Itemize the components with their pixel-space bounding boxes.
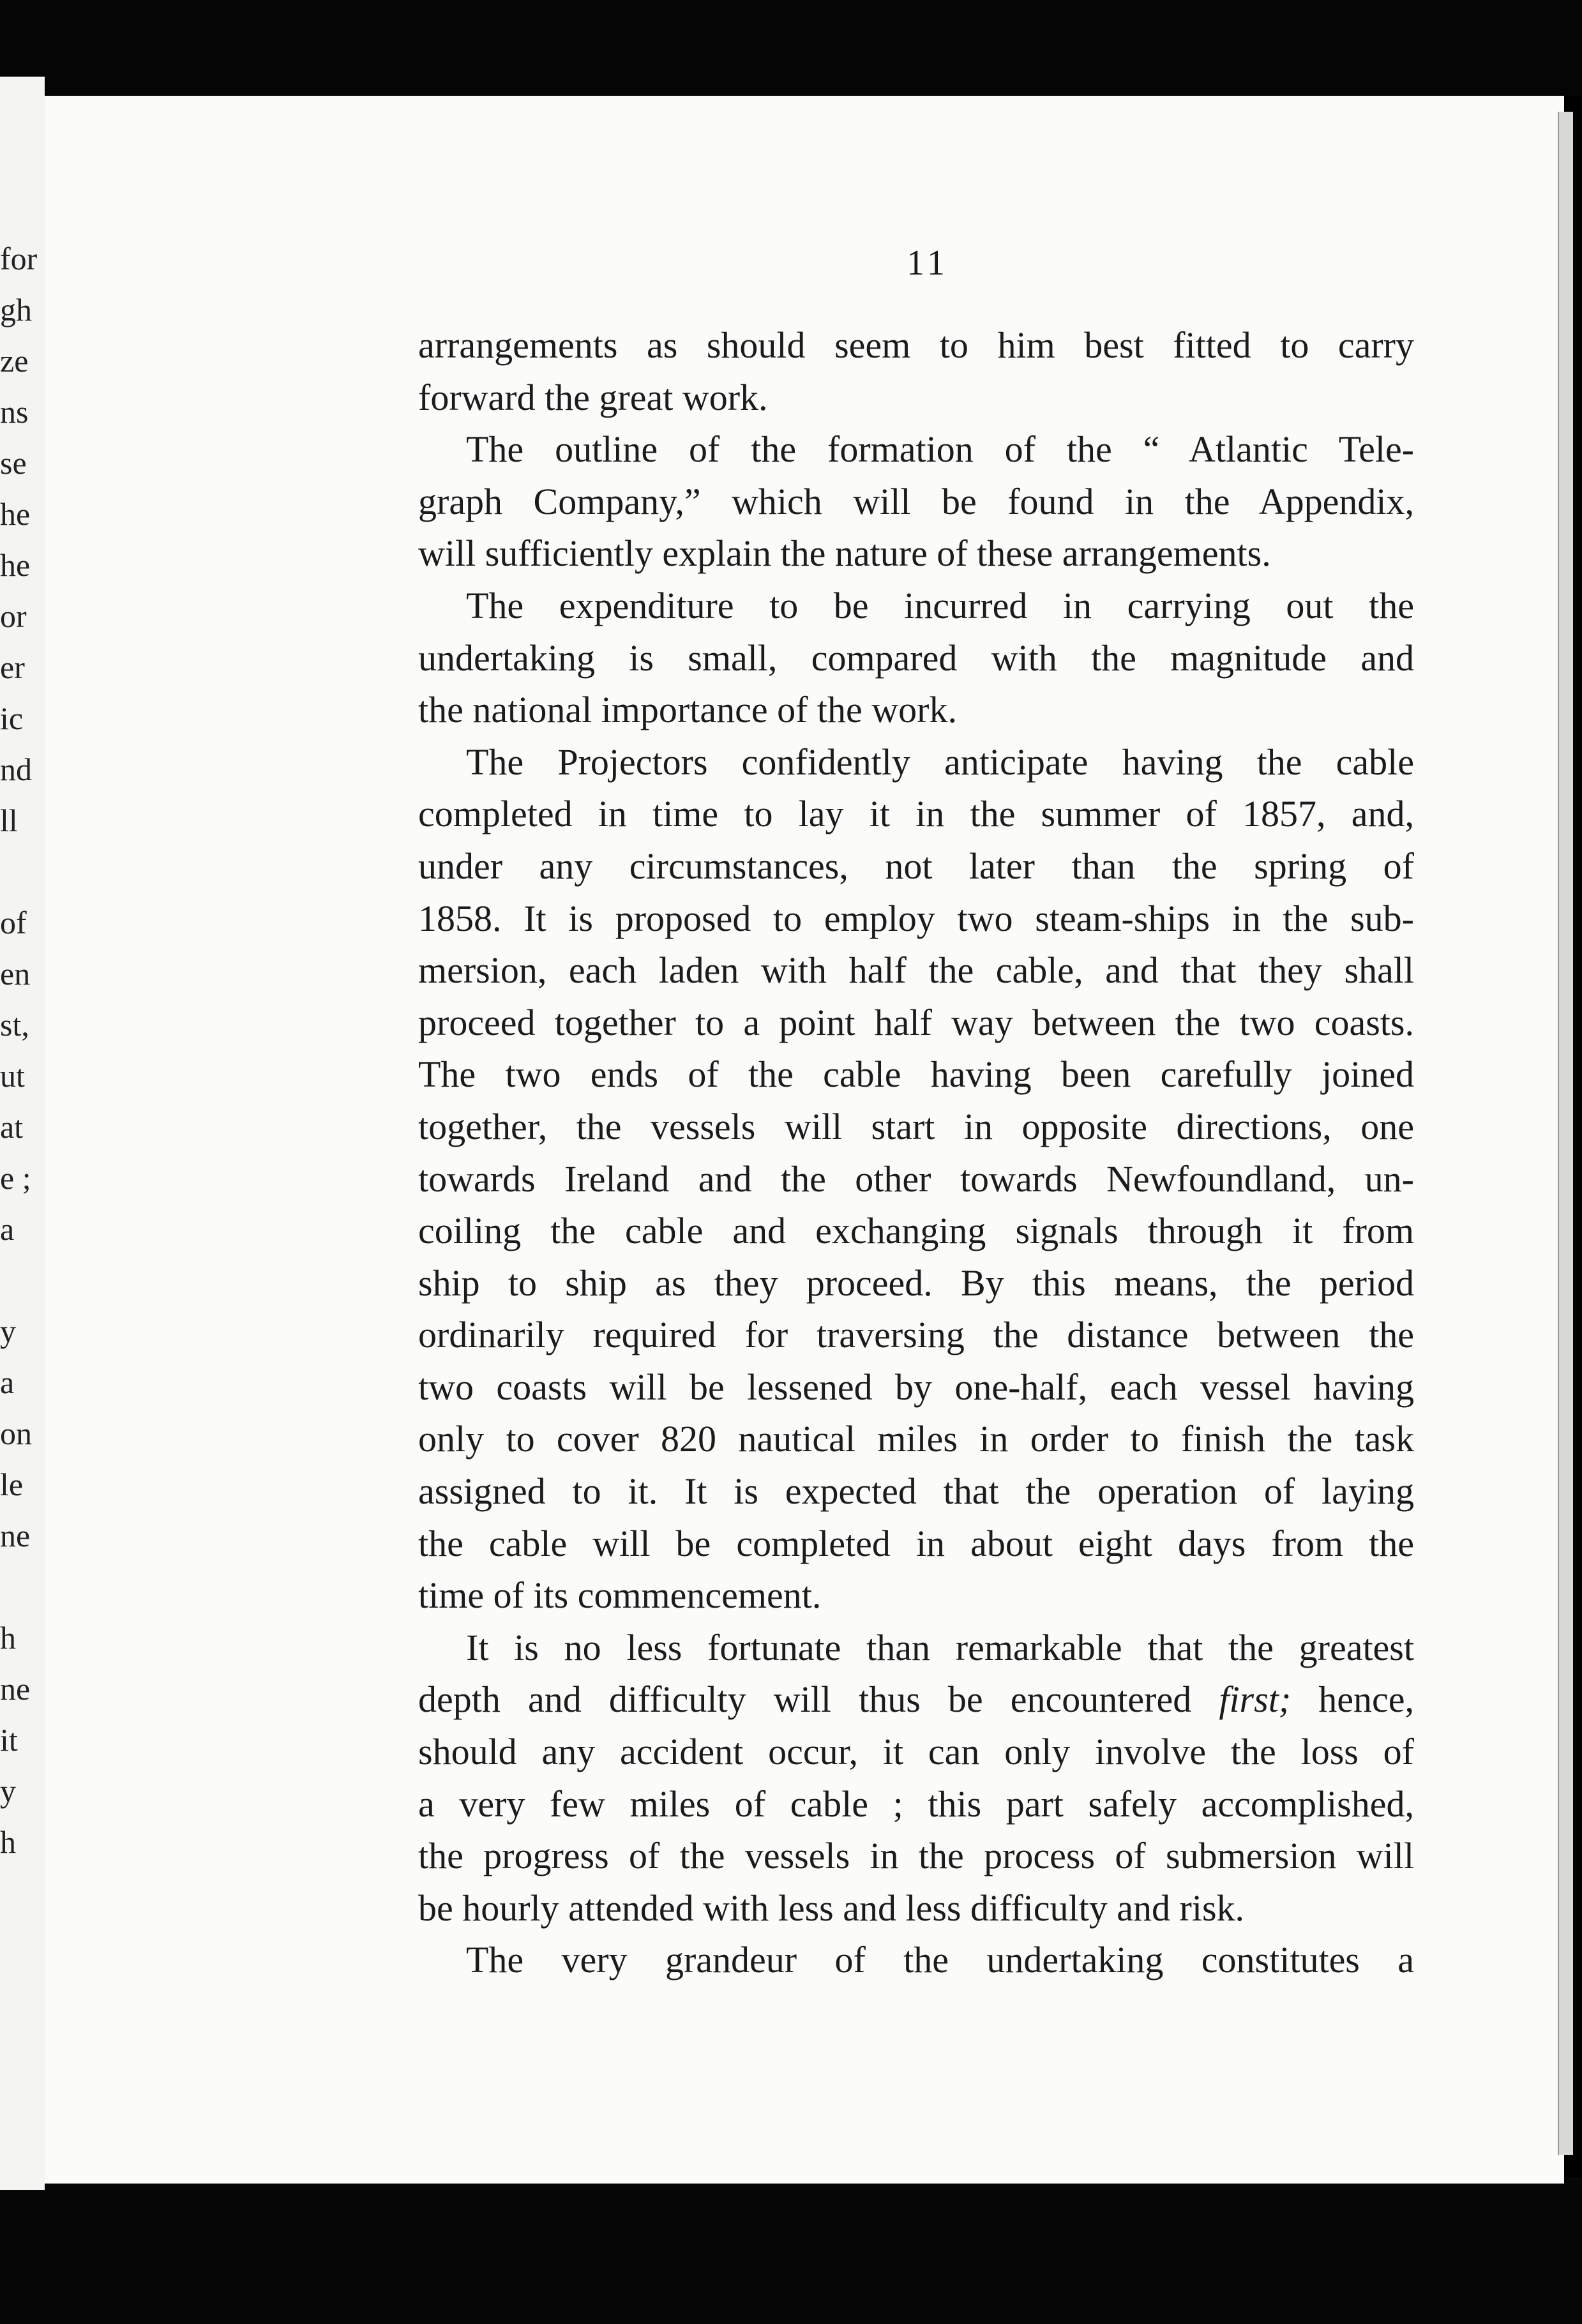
previous-page-fragment: he	[0, 547, 31, 583]
text-run: hence,	[1291, 1679, 1414, 1721]
text-line: together, the vessels will start in opposite directions, one	[418, 1105, 1414, 1147]
text-line: the national importance of the work.	[418, 689, 957, 731]
text-line: The two ends of the cable having been carefully joined	[418, 1053, 1414, 1096]
previous-page-fragment: it	[0, 1722, 18, 1758]
text-line: should any accident occur, it can only involve the loss of	[418, 1731, 1414, 1773]
text-line: will sufficiently explain the nature of these arrangements.	[418, 532, 1271, 575]
body-text	[418, 319, 1414, 1986]
previous-page-fragment: le	[0, 1467, 24, 1502]
text-line: The outline of the formation of the “ Atlantic Tele-	[466, 428, 1414, 471]
page-number: 11	[907, 243, 949, 283]
previous-page-fragment: y	[0, 1313, 16, 1349]
previous-page-fragment: h	[0, 1824, 16, 1860]
previous-page-fragment: for	[0, 241, 38, 276]
scan-background-bottom	[0, 2177, 1582, 2324]
previous-page-edge	[0, 77, 45, 2190]
text-line: two coasts will be lessened by one-half, each vessel having	[418, 1366, 1414, 1408]
previous-page-fragment: nd	[0, 751, 32, 787]
previous-page-fragment: er	[0, 649, 25, 685]
previous-page-fragment: he	[0, 496, 31, 532]
text-line: the cable will be completed in about eight days from the	[418, 1522, 1414, 1564]
text-line: arrangements as should seem to him best fitted to carry	[418, 324, 1414, 366]
text-line: ordinarily required for traversing the distance between the	[418, 1314, 1414, 1356]
previous-page-fragment: of	[0, 905, 27, 940]
previous-page-fragment: or	[0, 598, 27, 634]
previous-page-fragment: on	[0, 1415, 32, 1451]
previous-page-fragment: en	[0, 956, 31, 992]
previous-page-fragment: ll	[0, 803, 18, 838]
text-run: depth and difficulty will thus be encountered	[418, 1679, 1219, 1721]
previous-page-fragment: e ;	[0, 1160, 31, 1196]
text-line: The expenditure to be incurred in carrying out the	[466, 584, 1414, 626]
text-line: coiling the cable and exchanging signals through it from	[418, 1210, 1414, 1252]
previous-page-fragment: ne	[0, 1518, 31, 1553]
previous-page-fragment: y	[0, 1773, 16, 1809]
text-line: only to cover 820 nautical miles in order to finish the task	[418, 1418, 1414, 1460]
text-line: It is no less fortunate than remarkable that the greatest	[466, 1626, 1414, 1668]
previous-page-fragment: ic	[0, 700, 24, 736]
text-line: The Projectors confidently anticipate having the cable	[466, 741, 1414, 783]
text-line: forward the great work.	[418, 376, 768, 418]
text-line: mersion, each laden with half the cable, and that they shall	[418, 949, 1414, 992]
previous-page-fragment: ut	[0, 1058, 25, 1094]
text-line: 1858. It is proposed to employ two steam-ships in the sub-	[418, 897, 1414, 939]
text-line: graph Company,” which will be found in the Appendix,	[418, 480, 1414, 522]
page-edge-shadow	[1558, 112, 1573, 2155]
previous-page-fragment: ns	[0, 394, 29, 430]
previous-page-fragment: st,	[0, 1007, 29, 1043]
previous-page-fragment: a	[0, 1211, 15, 1247]
text-line	[418, 1673, 1414, 1726]
previous-page-fragment: se	[0, 445, 27, 481]
previous-page-fragment: h	[0, 1620, 16, 1656]
text-line: towards Ireland and the other towards Newfoundland, un-	[418, 1158, 1414, 1200]
scan-background-top	[0, 0, 1582, 96]
text-line: undertaking is small, compared with the magnitude and	[418, 637, 1414, 679]
text-line: the progress of the vessels in the process of submersion will	[418, 1835, 1414, 1877]
previous-page-fragment: ze	[0, 343, 29, 379]
text-line: under any circumstances, not later than the spring of	[418, 845, 1414, 887]
text-line: a very few miles of cable ; this part safely accomplished,	[418, 1783, 1414, 1825]
text-line: completed in time to lay it in the summer of 1857, and,	[418, 793, 1414, 835]
text-line: assigned to it. It is expected that the operation of laying	[418, 1470, 1414, 1513]
previous-page-fragment: ne	[0, 1671, 31, 1707]
text-line: proceed together to a point half way between the two coasts.	[418, 1001, 1414, 1043]
text-line: The very grandeur of the undertaking constitutes a	[466, 1939, 1414, 1981]
previous-page-fragment: gh	[0, 292, 32, 328]
text-line: be hourly attended with less and less difficulty and risk.	[418, 1887, 1245, 1929]
text-line: ship to ship as they proceed. By this means, the period	[418, 1262, 1414, 1304]
previous-page-fragment: at	[0, 1109, 24, 1145]
previous-page-fragment: a	[0, 1364, 15, 1400]
italic-emphasis: first;	[1219, 1679, 1292, 1721]
text-line: time of its commencement.	[418, 1574, 822, 1617]
